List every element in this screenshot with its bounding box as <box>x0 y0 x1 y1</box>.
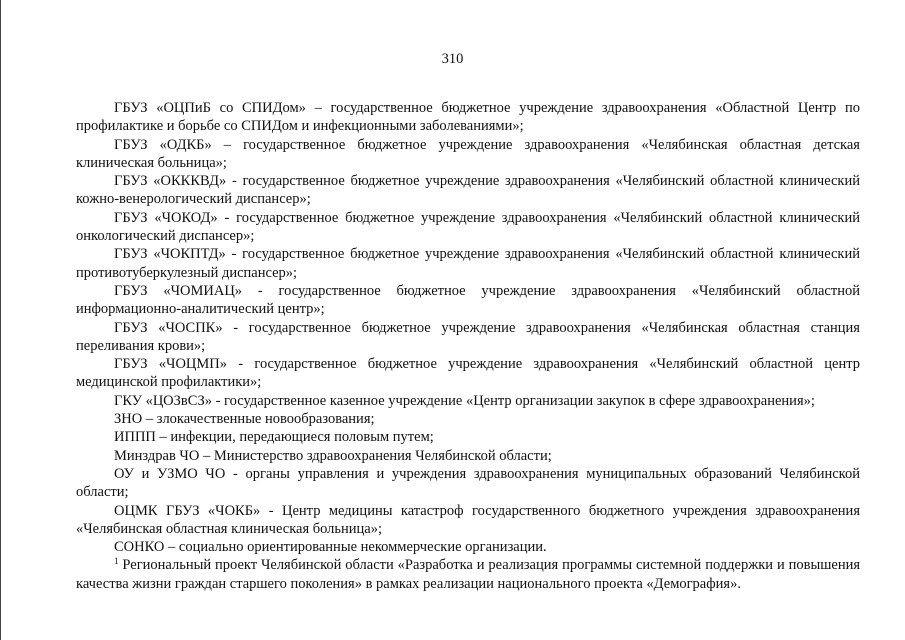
page-number: 310 <box>441 51 464 67</box>
abbreviation-definition: государственное бюджетное учреждение здравоохранения «Челябинская областная детская клиническая больница»; <box>76 136 860 171</box>
abbreviation-term: ГБУЗ «ЧОМИАЦ» <box>114 282 243 299</box>
abbreviation-definition: злокачественные новообразования; <box>156 411 375 428</box>
abbreviation-entry <box>76 319 860 356</box>
abbreviation-definition: органы управления и учреждения здравоохранения муниципальных образований Челябинской области; <box>76 465 860 501</box>
abbreviation-definition: государственное бюджетное учреждение здравоохранения «Челябинский областной информационно-аналитический центр»; <box>76 282 860 318</box>
abbreviation-entry <box>76 136 860 173</box>
abbreviation-separator: – <box>142 411 157 428</box>
abbreviation-term: ГБУЗ «ЧОЦМП» <box>114 356 228 373</box>
abbreviation-separator: - <box>225 246 243 263</box>
abbreviations-list <box>76 99 860 593</box>
abbreviation-entry <box>76 282 860 319</box>
abbreviation-entry <box>76 410 860 428</box>
abbreviation-separator: – <box>199 447 214 464</box>
abbreviation-entry <box>76 502 860 539</box>
abbreviation-entry <box>76 172 860 209</box>
abbreviation-term: ГБУЗ «ОЦПиБ со СПИДом» <box>114 100 306 116</box>
abbreviation-definition: государственное бюджетное учреждение здравоохранения «Челябинский областной центр медицинской профилактики»; <box>76 356 860 391</box>
abbreviation-entry <box>76 99 860 136</box>
abbreviation-definition: Центр медицины катастроф государственного бюджетного учреждения здравоохранения «Челябинская областная клиническая больница»; <box>76 502 860 537</box>
abbreviation-entry <box>76 428 860 446</box>
abbreviation-separator: - <box>226 173 243 190</box>
footnote-mark: 1 <box>114 556 119 567</box>
abbreviation-entry <box>76 392 860 410</box>
abbreviation-separator: - <box>211 392 225 409</box>
abbreviation-separator: - <box>227 356 255 373</box>
abbreviation-separator: - <box>242 282 279 299</box>
abbreviation-definition: социально ориентированные некоммерческие организации. <box>178 539 547 556</box>
abbreviation-term: ОУ и УЗМО ЧО <box>114 465 226 482</box>
abbreviation-term: ГБУЗ «ЧОКОД» <box>114 209 218 226</box>
abbreviation-separator: – <box>305 100 331 116</box>
abbreviation-term: ГБУЗ «ЧОКПТД» <box>114 246 226 263</box>
abbreviation-separator: - <box>217 209 237 226</box>
abbreviation-separator: - <box>222 319 249 336</box>
abbreviation-term: СОНКО <box>114 539 165 556</box>
abbreviation-entry <box>76 355 860 392</box>
footnote <box>76 556 860 593</box>
abbreviation-entry <box>76 245 860 282</box>
abbreviation-entry <box>76 209 860 246</box>
abbreviation-definition: инфекции, передающиеся половым путем; <box>170 429 434 446</box>
abbreviation-entry <box>76 447 860 465</box>
page-left-edge-line <box>0 0 1 640</box>
footnote-text: Региональный проект Челябинской области «Разработка и реализация программы системной поддержки и повышения качества жизни граждан старшего поколения» в рамках реализации национального проекта «Демография». <box>76 557 861 592</box>
abbreviation-term: ГБУЗ «ЧОСПК» <box>114 319 223 336</box>
abbreviation-term: ЗНО <box>114 411 143 428</box>
abbreviation-definition: государственное бюджетное учреждение здравоохранения «Челябинский областной клинический кожно-венерологический диспансер»; <box>76 173 860 208</box>
abbreviation-definition: государственное бюджетное учреждение здравоохранения «Челябинский областной клинический противотуберкулезный диспансер»; <box>76 246 860 281</box>
abbreviation-separator: – <box>164 539 179 556</box>
abbreviation-separator: – <box>155 429 171 446</box>
abbreviation-separator: - <box>260 502 283 519</box>
abbreviation-definition: Министерство здравоохранения Челябинской области; <box>213 447 552 464</box>
abbreviation-separator: - <box>225 465 246 482</box>
abbreviation-definition: государственное бюджетное учреждение здравоохранения «Челябинский областной клинический онкологический диспансер»; <box>76 209 860 245</box>
abbreviation-term: Минздрав ЧО <box>114 447 200 464</box>
abbreviation-definition: государственное бюджетное учреждение здравоохранения «Областной Центр по профилактике и борьбе со СПИДом и инфекционными заболеваниями»; <box>76 100 860 135</box>
abbreviation-term: ГБУЗ «ОКККВД» <box>114 173 227 190</box>
abbreviation-definition: государственное бюджетное учреждение здравоохранения «Челябинская областная станция переливания крови»; <box>76 319 860 354</box>
abbreviation-term: ГБУЗ «ОДКБ» <box>114 136 212 153</box>
abbreviation-entry <box>76 538 860 556</box>
abbreviation-entry <box>76 465 860 502</box>
abbreviation-term: ГКУ «ЦОЗвСЗ» <box>114 392 212 409</box>
abbreviation-term: ОЦМК ГБУЗ «ЧОКБ» <box>114 502 261 519</box>
abbreviation-term: ИППП <box>114 429 156 446</box>
abbreviation-separator: – <box>211 136 244 153</box>
abbreviation-definition: государственное казенное учреждение «Центр организации закупок в сфере здравоохранения»; <box>224 392 815 409</box>
